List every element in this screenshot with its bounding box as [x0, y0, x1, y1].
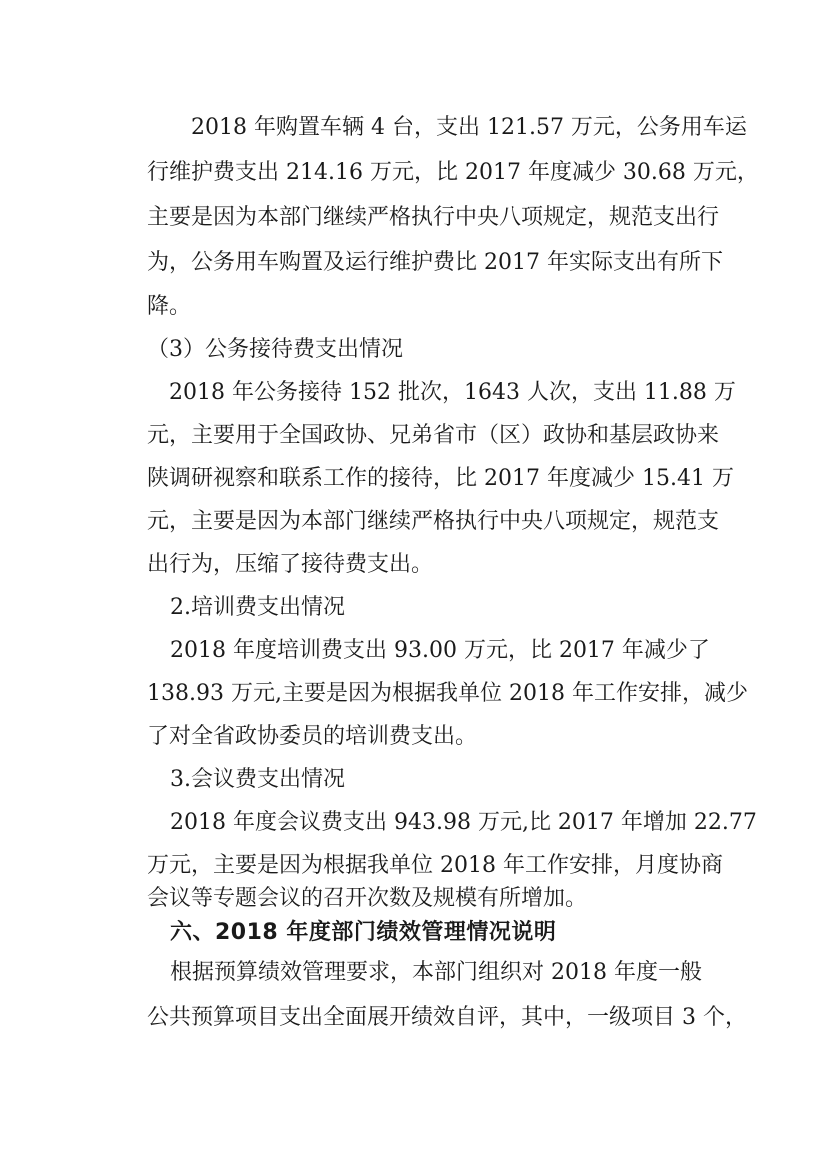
paragraph-line: 会议等专题会议的召开次数及规模有所增加。 — [147, 886, 588, 911]
paragraph-line: 2018 年度会议费支出 943.98 万元,比 2017 年增加 22.77 — [170, 810, 757, 835]
paragraph-line: 2018 年购置车辆 4 台，支出 121.57 万元，公务用车运 — [147, 115, 747, 140]
section-heading: 六、2018 年度部门绩效管理情况说明 — [170, 920, 557, 945]
paragraph-line: 根据预算绩效管理要求，本部门组织对 2018 年度一般 — [170, 960, 702, 985]
paragraph-line: 出行为，压缩了接待费支出。 — [147, 552, 434, 577]
paragraph-line: 陕调研视察和联系工作的接待，比 2017 年度减少 15.41 万 — [147, 466, 734, 491]
subheading: （3）公务接待费支出情况 — [147, 337, 403, 362]
paragraph-line: 万元，主要是因为根据我单位 2018 年工作安排，月度协商 — [147, 853, 723, 878]
paragraph-line: 为，公务用车购置及运行维护费比 2017 年实际支出有所下 — [147, 250, 723, 275]
paragraph-line: 行维护费支出 214.16 万元，比 2017 年度减少 30.68 万元， — [147, 160, 759, 185]
paragraph-line: 2018 年公务接待 152 批次，1643 人次，支出 11.88 万 — [147, 380, 736, 405]
paragraph-line: 主要是因为本部门继续严格执行中央八项规定，规范支出行 — [147, 205, 720, 230]
paragraph-line: 降。 — [147, 294, 192, 319]
paragraph-line: 2018 年度培训费支出 93.00 万元，比 2017 年减少了 — [170, 638, 710, 663]
paragraph-line: 元，主要用于全国政协、兄弟省市（区）政协和基层政协来 — [147, 423, 720, 448]
paragraph-line: 公共预算项目支出全面展开绩效自评，其中，一级项目 3 个， — [147, 1005, 747, 1030]
subheading: 3.会议费支出情况 — [170, 767, 345, 792]
subheading: 2.培训费支出情况 — [170, 595, 345, 620]
paragraph-line: 元，主要是因为本部门继续严格执行中央八项规定，规范支 — [147, 509, 720, 534]
paragraph-line: 138.93 万元,主要是因为根据我单位 2018 年工作安排，减少 — [147, 681, 748, 706]
paragraph-line: 了对全省政协委员的培训费支出。 — [147, 724, 478, 749]
